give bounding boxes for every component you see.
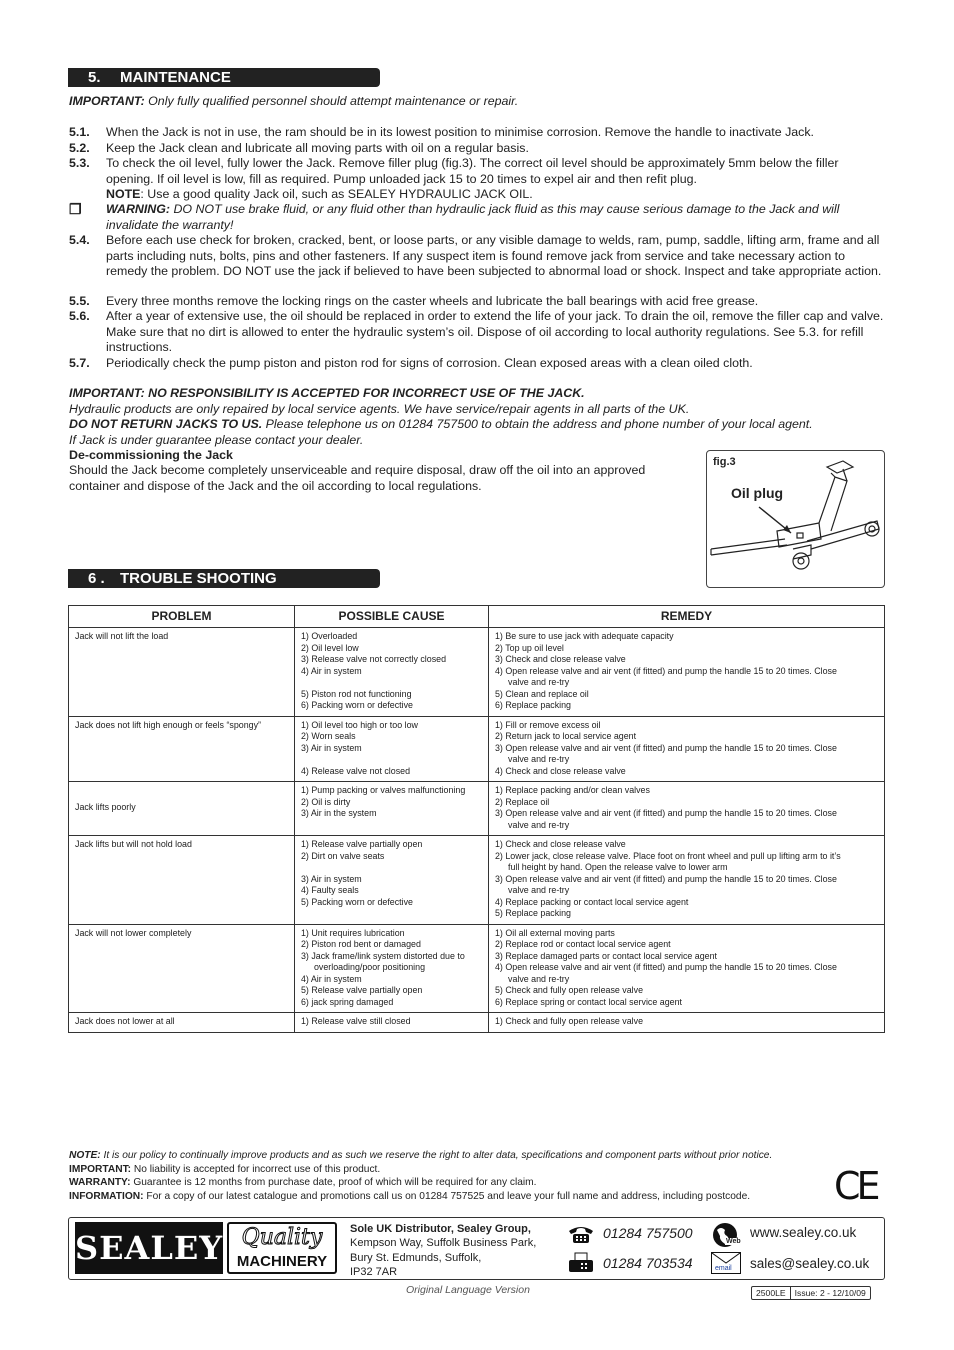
troubleshooting-table	[68, 605, 885, 1033]
maintenance-item: 5.2. Keep the Jack clean and lubricate all moving parts with oil on a regular basis.	[69, 141, 529, 155]
maintenance-item: 5.7. Periodically check the pump piston and piston rod for signs of corrosion. Clean exposed areas with a clean oiled cloth.	[69, 356, 753, 370]
fax-number: 01284 703534	[603, 1255, 693, 1271]
figure-label: fig.3	[713, 456, 736, 468]
warning-block: ❐ WARNING: DO NOT use brake fluid, or any fluid other than hydraulic jack fluid as this may cause serious damage to the Jack and will invalidate the warranty!	[69, 201, 840, 232]
cause-cell: 1) Release valve partially open 2) Dirt on valve seats 3) Air in system 4) Faulty seals 5) Packing worn or defective	[295, 836, 489, 925]
section-header-maintenance	[68, 68, 380, 87]
disclaimer-text: DO NOT RETURN JACKS TO US. Please telephone us on 01284 757500 to obtain the address and phone number of your local agent.	[69, 417, 813, 431]
important-notice: IMPORTANT: Only fully qualified personnel should attempt maintenance or repair.	[69, 94, 519, 108]
cause-cell: 1) Pump packing or valves malfunctioning 2) Oil is dirty 3) Air in the system	[295, 782, 489, 836]
issue-info: Issue: 2 - 12/10/09	[794, 1288, 866, 1298]
section-number: 5.	[88, 69, 101, 86]
contact-panel	[68, 1217, 885, 1280]
problem-cell: Jack does not lower at all	[69, 1013, 295, 1033]
table-header-row	[69, 606, 885, 628]
distributor-title: Sole UK Distributor, Sealey Group,	[350, 1223, 531, 1235]
remedy-cell: 1) Check and close release valve 2) Lower jack, close release valve. Place foot on front wheel and pull up lifting arm to it’s full height by hand. Open the release valve to lower arm 3) Open release valve and air vent (if fitted) and pump the handle 15 to 20 times. Close valve and re-try 4) Replace packing or contact local service agent 5) Replace packing	[489, 836, 885, 925]
issue-badge	[751, 1286, 871, 1300]
table-row	[69, 782, 885, 836]
column-header-remedy: REMEDY	[489, 606, 885, 628]
disclaimer-text: If Jack is under guarantee please contact your dealer.	[69, 433, 364, 447]
web-icon: Web	[711, 1222, 743, 1250]
fax-icon	[566, 1252, 596, 1274]
problem-cell: Jack lifts poorly	[69, 782, 295, 836]
cause-cell: 1) Release valve still closed	[295, 1013, 489, 1033]
maintenance-item: 5.5. Every three months remove the locking rings on the caster wheels and lubricate the ball bearings with acid free grease.	[69, 294, 759, 308]
column-header-cause: POSSIBLE CAUSE	[295, 606, 489, 628]
ce-mark: CE	[834, 1164, 877, 1208]
footer-important: IMPORTANT: No liability is accepted for incorrect use of this product.	[69, 1164, 381, 1175]
decommission-text: Should the Jack become completely unserviceable and require disposal, draw off the oil into an approved container and dispose of the Jack and the oil according to local regulations.	[69, 463, 646, 493]
footer-information: INFORMATION: For a copy of our latest catalogue and promotions call us on 01284 757525 and leave your full name and address, including postcode.	[69, 1191, 751, 1202]
cause-cell: 1) Overloaded 2) Oil level low 3) Release valve not correctly closed 4) Air in system 5) Piston rod not functioning 6) Packing worn or defective	[295, 628, 489, 717]
model-code: 2500LE	[752, 1287, 791, 1299]
disclaimer-text: Hydraulic products are only repaired by local service agents. We have service/repair agents in all parts of the UK.	[69, 402, 690, 416]
problem-cell: Jack will not lift the load	[69, 628, 295, 717]
table-row	[69, 924, 885, 1013]
section-title: TROUBLE SHOOTING	[120, 570, 277, 587]
email-link[interactable]: sales@sealey.co.uk	[750, 1256, 870, 1271]
remedy-cell: 1) Fill or remove excess oil 2) Return jack to local service agent 3) Open release valve and air vent (if fitted) and pump the handle 15 to 20 times. Close valve and re-try 4) Check and close release valve	[489, 716, 885, 782]
footer-warranty: WARRANTY: Guarantee is 12 months from purchase date, proof of which will be required for any claim.	[69, 1177, 537, 1188]
problem-cell: Jack lifts but will not hold load	[69, 836, 295, 925]
maintenance-item: 5.3. To check the oil level, fully lower the Jack. Remove filler plug (fig.3). The correct oil level should be approximately 5mm below the filler opening. If oil level is low, fill as required. Pump unloaded jack 15 to 20 times to expel air and then refit plug.	[69, 156, 839, 186]
section-header-troubleshooting	[68, 569, 380, 588]
figure-callout: Oil plug	[731, 485, 784, 501]
address: Kempson Way, Suffolk Business Park, Bury St. Edmunds, Suffolk, IP32 7AR	[350, 1237, 537, 1278]
figure-box	[706, 450, 885, 588]
maintenance-item: 5.4. Before each use check for broken, cracked, bent, or loose parts, or any visible damage to welds, ram, pump, saddle, lifting arm, frame and all parts including nuts, bolts, pins and other fasteners. If any suspect item is found remove jack from service and take necessary action to remedy the problem. DO NOT use the jack if believed to have been subjected to abnormal load or shock. Inspect and take appropriate action.	[69, 233, 882, 278]
original-language: Original Language Version	[406, 1284, 530, 1296]
table-row	[69, 716, 885, 782]
maintenance-item: 5.1. When the Jack is not in use, the ram should be in its lowest position to minimise corrosion. Remove the handle to inactivate Jack.	[69, 125, 814, 139]
quality-machinery-logo: Quality MACHINERY	[227, 1222, 337, 1274]
table-row	[69, 1013, 885, 1033]
note-line: NOTE: Use a good quality Jack oil, such as SEALEY HYDRAULIC JACK OIL.	[106, 187, 533, 201]
email-icon: email	[711, 1252, 741, 1274]
cause-cell: 1) Unit requires lubrication 2) Piston rod bent or damaged 3) Jack frame/link system distorted due to overloading/poor positioning 4) Air in system 5) Release valve partially open 6) jack spring damaged	[295, 924, 489, 1013]
web-link[interactable]: www.sealey.co.uk	[750, 1225, 857, 1240]
cause-cell: 1) Oil level too high or too low 2) Worn seals 3) Air in system 4) Release valve not closed	[295, 716, 489, 782]
disclaimer-heading: IMPORTANT: NO RESPONSIBILITY IS ACCEPTED FOR INCORRECT USE OF THE JACK.	[69, 386, 585, 400]
decommission-title: De-commissioning the Jack	[69, 448, 233, 462]
remedy-cell: 1) Be sure to use jack with adequate capacity 2) Top up oil level 3) Check and close release valve 4) Open release valve and air vent (if fitted) and pump the handle 15 to 20 times. Close valve and re-try 5) Clean and replace oil 6) Replace packing	[489, 628, 885, 717]
problem-cell: Jack does not lift high enough or feels “spongy”	[69, 716, 295, 782]
checkbox-icon: ❐	[69, 201, 82, 217]
phone-number: 01284 757500	[603, 1225, 693, 1241]
remedy-cell: 1) Replace packing and/or clean valves 2) Replace oil 3) Open release valve and air vent (if fitted) and pump the handle 15 to 20 times. Close valve and re-try	[489, 782, 885, 836]
footer-note: NOTE: It is our policy to continually improve products and as such we reserve the right to alter data, specifications and component parts without prior notice.	[69, 1150, 773, 1161]
remedy-cell: 1) Oil all external moving parts 2) Replace rod or contact local service agent 3) Replace damaged parts or contact local service agent 4) Open release valve and air vent (if fitted) and pump the handle 15 to 20 times. Close valve and re-try 5) Check and fully open release valve 6) Replace spring or contact local service agent	[489, 924, 885, 1013]
jack-illustration	[707, 451, 884, 587]
problem-cell: Jack will not lower completely	[69, 924, 295, 1013]
table-row	[69, 628, 885, 717]
section-title: MAINTENANCE	[120, 69, 231, 86]
table-row	[69, 836, 885, 925]
section-number: 6 .	[88, 570, 105, 587]
column-header-problem: PROBLEM	[69, 606, 295, 628]
maintenance-item: 5.6. After a year of extensive use, the oil should be replaced in order to extend the life of your jack. To drain the oil, remove the filler cap and valve. Make sure that no dirt is allowed to enter the hydraulic system’s oil. Dispose of oil according to local authority regulations. See 5.3. for refill instructions.	[69, 309, 884, 354]
sealey-logo: SEALEY	[75, 1222, 223, 1274]
remedy-cell: 1) Check and fully open release valve	[489, 1013, 885, 1033]
phone-icon	[566, 1223, 596, 1245]
